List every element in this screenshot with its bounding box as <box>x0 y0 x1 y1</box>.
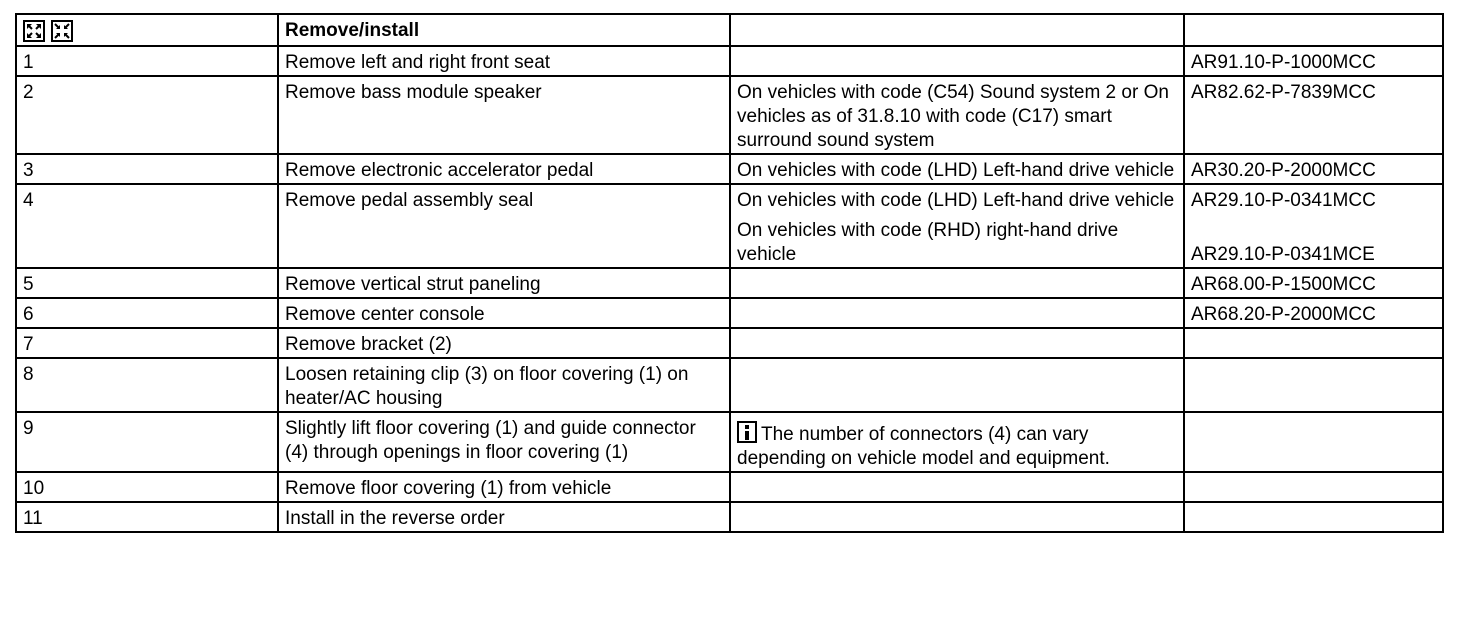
step-action: Remove left and right front seat <box>278 46 730 76</box>
table-row <box>16 412 1443 472</box>
step-references <box>1184 184 1443 268</box>
collapse-icon[interactable] <box>51 20 73 42</box>
table-row <box>16 472 1443 502</box>
reference-link[interactable]: AR91.10-P-1000MCC <box>1191 52 1376 73</box>
table-row <box>16 502 1443 532</box>
header-icons-cell <box>16 14 278 46</box>
table-row <box>16 298 1443 328</box>
step-number: 2 <box>16 76 278 154</box>
step-references <box>1184 358 1443 412</box>
header-empty-cell <box>730 14 1184 46</box>
reference-link[interactable]: AR68.00-P-1500MCC <box>1191 274 1376 295</box>
step-number: 8 <box>16 358 278 412</box>
step-action: Install in the reverse order <box>278 502 730 532</box>
expand-icon[interactable] <box>23 20 45 42</box>
condition-text: On vehicles with code (LHD) Left-hand drive vehicle <box>737 160 1175 181</box>
step-conditions <box>730 184 1184 268</box>
step-conditions <box>730 502 1184 532</box>
step-conditions <box>730 328 1184 358</box>
info-note <box>737 417 1177 471</box>
step-conditions <box>730 412 1184 472</box>
step-action: Remove floor covering (1) from vehicle <box>278 472 730 502</box>
table-row <box>16 358 1443 412</box>
step-action: Remove bass module speaker <box>278 76 730 154</box>
step-number: 9 <box>16 412 278 472</box>
step-number: 5 <box>16 268 278 298</box>
step-references <box>1184 154 1443 184</box>
step-action: Loosen retaining clip (3) on floor covering (1) on heater/AC housing <box>278 358 730 412</box>
reference-link[interactable]: AR29.10-P-0341MCC <box>1191 190 1376 211</box>
step-conditions <box>730 76 1184 154</box>
header-row <box>16 14 1443 46</box>
step-conditions <box>730 298 1184 328</box>
step-references <box>1184 76 1443 154</box>
step-references <box>1184 502 1443 532</box>
step-references <box>1184 472 1443 502</box>
procedure-table <box>15 13 1444 533</box>
info-icon <box>737 421 757 443</box>
reference-link[interactable]: AR82.62-P-7839MCC <box>1191 82 1376 103</box>
procedure-table-body <box>16 14 1443 532</box>
reference-link[interactable]: AR29.10-P-0341MCE <box>1191 244 1375 265</box>
condition-text: On vehicles with code (RHD) right-hand drive vehicle <box>737 220 1119 265</box>
condition-text: On vehicles with code (LHD) Left-hand drive vehicle <box>737 190 1175 211</box>
condition-text: On vehicles with code (C54) Sound system 2 or On vehicles as of 31.8.10 with code (C17) smart surround sound system <box>737 82 1169 151</box>
table-row <box>16 328 1443 358</box>
step-conditions <box>730 472 1184 502</box>
step-references <box>1184 268 1443 298</box>
step-conditions <box>730 268 1184 298</box>
step-number: 3 <box>16 154 278 184</box>
step-conditions <box>730 358 1184 412</box>
step-references <box>1184 328 1443 358</box>
step-number: 6 <box>16 298 278 328</box>
step-number: 7 <box>16 328 278 358</box>
step-number: 10 <box>16 472 278 502</box>
step-action: Remove electronic accelerator pedal <box>278 154 730 184</box>
step-number: 1 <box>16 46 278 76</box>
reference-link[interactable]: AR68.20-P-2000MCC <box>1191 304 1376 325</box>
info-note-text: The number of connectors (4) can vary depending on vehicle model and equipment. <box>737 424 1110 469</box>
step-references <box>1184 412 1443 472</box>
step-references <box>1184 298 1443 328</box>
step-number: 11 <box>16 502 278 532</box>
table-row <box>16 184 1443 268</box>
step-action: Remove center console <box>278 298 730 328</box>
step-references <box>1184 46 1443 76</box>
table-row <box>16 154 1443 184</box>
table-row <box>16 46 1443 76</box>
header-title: Remove/install <box>278 14 730 46</box>
step-action: Slightly lift floor covering (1) and guide connector (4) through openings in floor covering (1) <box>278 412 730 472</box>
step-action: Remove bracket (2) <box>278 328 730 358</box>
table-row <box>16 268 1443 298</box>
step-conditions <box>730 46 1184 76</box>
reference-link[interactable]: AR30.20-P-2000MCC <box>1191 160 1376 181</box>
step-action: Remove pedal assembly seal <box>278 184 730 268</box>
table-row <box>16 76 1443 154</box>
step-conditions <box>730 154 1184 184</box>
header-empty-cell <box>1184 14 1443 46</box>
step-number: 4 <box>16 184 278 268</box>
step-action: Remove vertical strut paneling <box>278 268 730 298</box>
